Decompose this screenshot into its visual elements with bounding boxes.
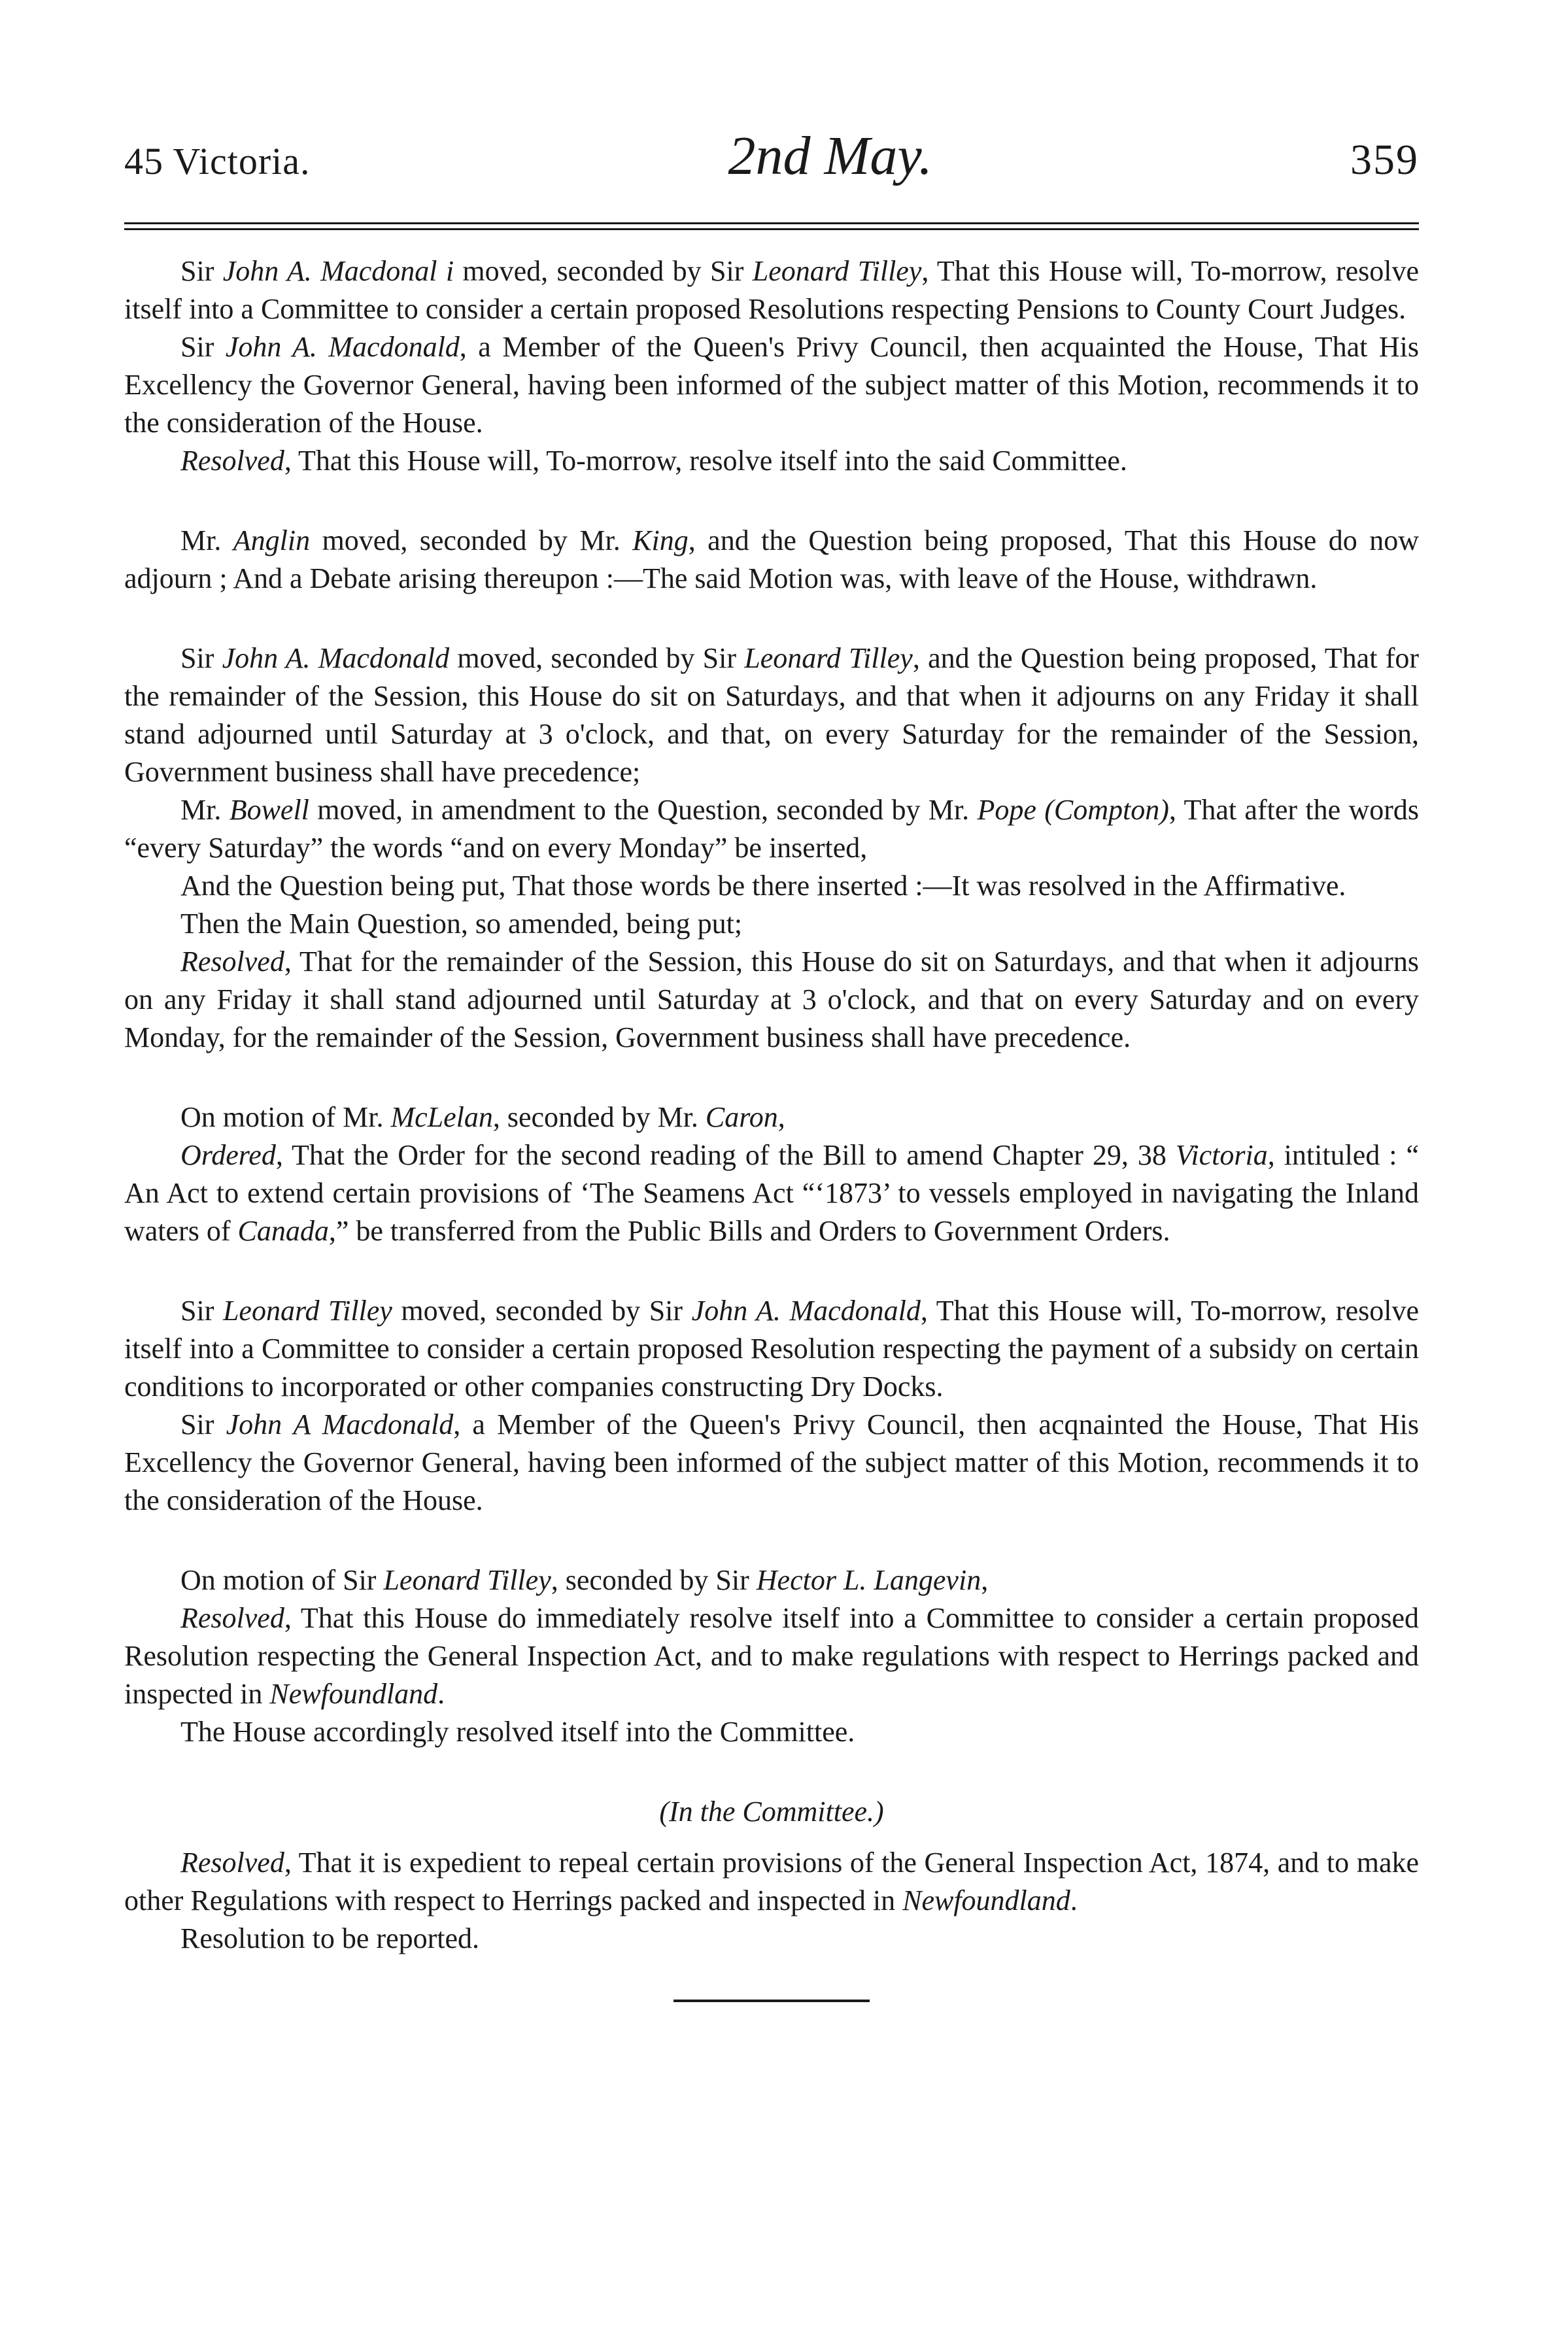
entry-paragraph [124, 1098, 1419, 1136]
entry-paragraph [124, 522, 1419, 598]
text-run: , That the Order for the second reading of the Bill to amend Chapter 29, 38 [275, 1139, 1176, 1171]
text-run: , seconded by Mr. [492, 1101, 706, 1133]
header-double-rule [124, 222, 1419, 230]
text-run: The House accordingly resolved itself into the Committee. [180, 1716, 855, 1748]
italic-text: King [632, 524, 689, 556]
text-run: , a Member of the Queen's Privy Council, then acquainted the House, That His Excellency the Governor General, having been informed of the subject matter of this Motion, recommends it to the consideration of the House. [124, 331, 1419, 439]
text-run: Sir [180, 642, 222, 674]
page-header [124, 124, 1419, 222]
journal-entry [124, 1793, 1419, 1958]
text-run: , That for the remainder of the Session, this House do sit on Saturdays, and that when it adjourns on any Friday it shall stand adjourned until Saturday at 3 o'clock, and that on every Saturday and on every Monday, for the remainder of the Session, Government business shall have precedence. [124, 945, 1419, 1053]
italic-text: John A. Macdonald [691, 1295, 921, 1327]
text-run: , That this House will, To-morrow, resolve itself into a Committee to consider a certain proposed Resolutions respecting Pensions to County Court Judges. [124, 255, 1420, 325]
entry-paragraph [124, 1599, 1419, 1713]
page-number: 359 [1350, 136, 1419, 184]
journal-entries [124, 252, 1419, 1958]
text-run: , and the Question being proposed, That for the remainder of the Session, this House do sit on Saturdays, and that when it adjourns on any Friday it shall stand adjourned until Saturday at 3 o'clock, and that, on every Saturday for the remainder of the Session, Government business shall have precedence; [124, 642, 1419, 788]
entry-paragraph [124, 442, 1419, 480]
text-run: Sir [180, 1408, 226, 1440]
text-run: , That this House will, To-morrow, resolve itself into a Committee to consider a certain proposed Resolution respecting the payment of a subsidy on certain conditions to incorporated or other companies constructing Dry Docks. [124, 1295, 1419, 1403]
text-run: , [777, 1101, 785, 1133]
text-run: And the Question being put, That those words be there inserted :—It was resolved in the Affirmative. [180, 870, 1346, 902]
journal-entry [124, 252, 1419, 480]
text-run: On motion of Sir [180, 1564, 384, 1596]
text-run: On motion of Mr. [180, 1101, 391, 1133]
italic-text: Resolved [180, 445, 284, 477]
italic-text: Caron [705, 1101, 778, 1133]
entry-paragraph [124, 328, 1419, 442]
text-run: moved, seconded by Sir [454, 255, 753, 287]
entry-paragraph [124, 943, 1419, 1057]
italic-text: Newfoundland [902, 1884, 1070, 1916]
text-run: moved, in amendment to the Question, seconded by Mr. [309, 794, 978, 826]
text-run: . [437, 1678, 445, 1710]
italic-text: John A Macdonald [226, 1408, 454, 1440]
text-run: Sir [180, 255, 223, 287]
text-run: , a Member of the Queen's Privy Council, then acqnainted the House, That His Excellency the Governor General, having been informed of the subject matter of this Motion, recommends it to the consideration of the House. [124, 1408, 1419, 1516]
closing-rule [673, 2000, 870, 2002]
entry-paragraph [124, 1292, 1419, 1406]
entry-paragraph [124, 867, 1419, 905]
italic-text: Victoria [1175, 1139, 1268, 1171]
text-run: , That after the words “every Saturday” the words “and on every Monday” be inserted, [124, 794, 1420, 864]
text-run: moved, seconded by Sir [392, 1295, 692, 1327]
text-run: . [1070, 1884, 1078, 1916]
italic-text: McLelan [390, 1101, 493, 1133]
entry-paragraph [124, 1920, 1419, 1958]
text-run: ,” be transferred from the Public Bills and Orders to Government Orders. [328, 1215, 1170, 1247]
text-run: , That this House will, To-morrow, resolve itself into the said Committee. [284, 445, 1127, 477]
italic-text: Leonard Tilley [222, 1295, 392, 1327]
text-run: Sir [180, 331, 226, 363]
journal-page [124, 124, 1419, 2002]
text-run: , intituled : “ An Act to extend certain provisions of ‘The Seamens Act “‘1873’ to vessels employed in navigating the Inland waters of [124, 1139, 1420, 1247]
italic-text: Bowell [229, 794, 309, 826]
text-run: Mr. [180, 524, 233, 556]
text-run: , and the Question being proposed, That this House do now adjourn ; And a Debate arising thereupon :—The said Motion was, with leave of the House, withdrawn. [124, 524, 1419, 594]
text-run: , That this House do immediately resolve itself into a Committee to consider a certain proposed Resolution respecting the General Inspection Act, and to make regulations with respect to Herrings packed and inspected in [124, 1602, 1419, 1710]
italic-text: Leonard Tilley [752, 255, 922, 287]
text-run: Sir [180, 1295, 223, 1327]
italic-text: Resolved [180, 1847, 284, 1879]
italic-text: Leonard Tilley [383, 1564, 551, 1596]
text-run: , [981, 1564, 989, 1596]
committee-heading: (In the Committee.) [659, 1796, 884, 1828]
text-run: Resolution to be reported. [180, 1922, 480, 1954]
session-label: 45 Victoria. [124, 140, 311, 182]
text-run: , That it is expedient to repeal certain provisions of the General Inspection Act, 1874, and to make other Regulations with respect to Herrings packed and inspected in [124, 1847, 1419, 1916]
italic-text: Pope (Compton) [977, 794, 1169, 826]
journal-entry [124, 1292, 1419, 1520]
entry-paragraph [124, 791, 1419, 867]
entry-paragraph [124, 1844, 1419, 1920]
entry-paragraph [124, 1406, 1419, 1520]
italic-text: Anglin [233, 524, 311, 556]
journal-entry [124, 522, 1419, 598]
italic-text: Newfoundland [269, 1678, 438, 1710]
text-run: , seconded by Sir [551, 1564, 757, 1596]
journal-entry [124, 1098, 1419, 1250]
text-run: moved, seconded by Sir [449, 642, 745, 674]
text-run: moved, seconded by Mr. [310, 524, 633, 556]
italic-text: Resolved [180, 945, 284, 978]
italic-text: Canada [237, 1215, 329, 1247]
entry-paragraph [124, 639, 1419, 791]
text-run: Mr. [180, 794, 230, 826]
entry-paragraph [124, 1136, 1419, 1250]
italic-text: Resolved [180, 1602, 284, 1634]
italic-text: Ordered [180, 1139, 276, 1171]
entry-paragraph [124, 1561, 1419, 1599]
journal-entry [124, 639, 1419, 1057]
entry-paragraph [124, 252, 1419, 328]
date-heading: 2nd May. [728, 126, 933, 186]
entry-paragraph [124, 1713, 1419, 1751]
italic-text: John A. Macdonal i [222, 255, 454, 287]
italic-text: John A. Macdonald [222, 642, 450, 674]
italic-text: John A. Macdonald [225, 331, 460, 363]
journal-entry [124, 1561, 1419, 1751]
italic-text: Hector L. Langevin [756, 1564, 981, 1596]
italic-text: Leonard Tilley [744, 642, 913, 674]
text-run: Then the Main Question, so amended, being put; [180, 908, 743, 940]
entry-paragraph [124, 905, 1419, 943]
